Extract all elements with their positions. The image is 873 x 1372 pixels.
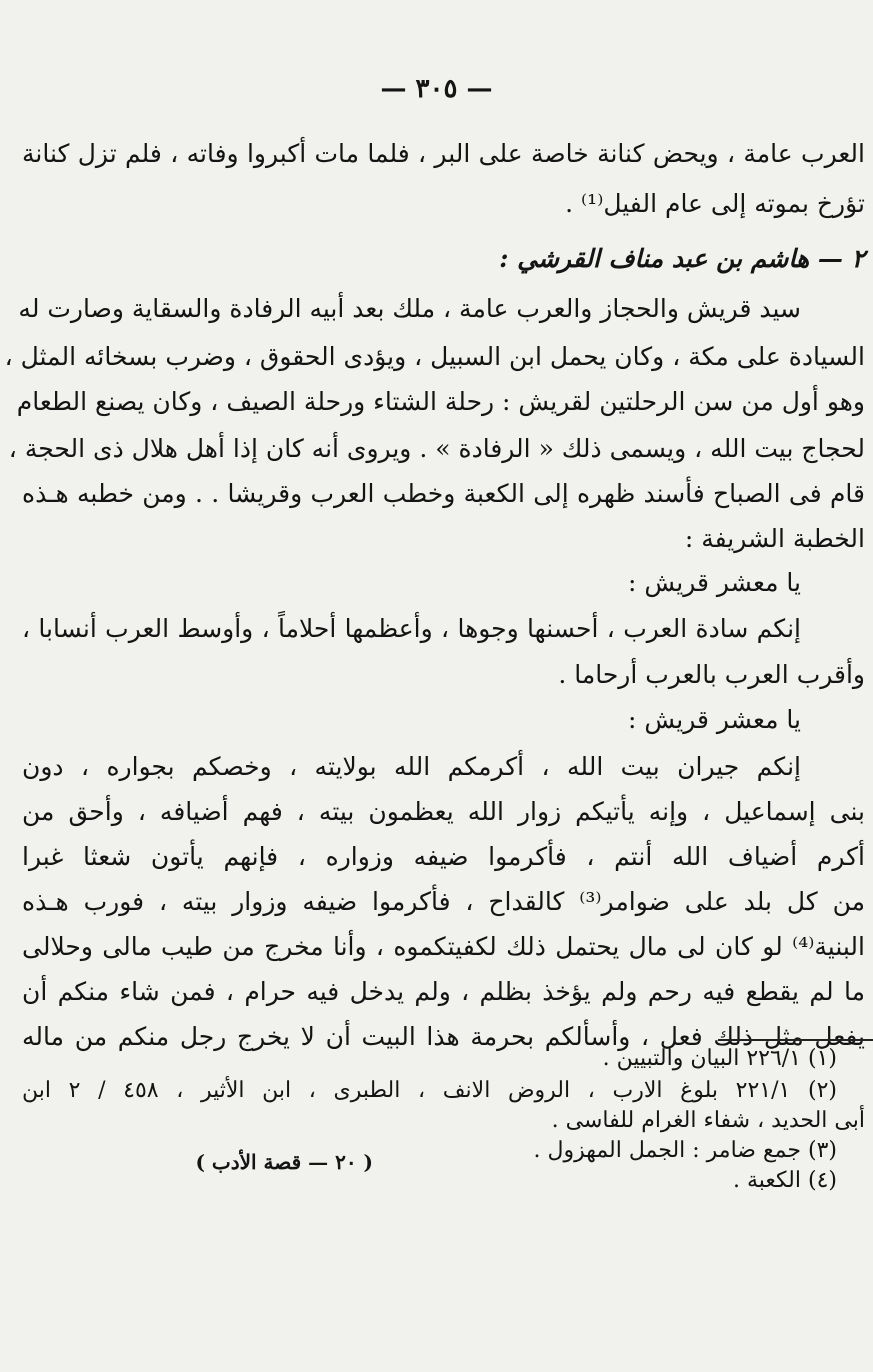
- text-line: يا معشر قريش :: [628, 568, 801, 597]
- text-line: يفعل مثل ذلك فعل ، وأسألكم بحرمة هذا البيت أن لا يخرج رجل منكم من ماله: [22, 1022, 865, 1051]
- text-line: إنكم سادة العرب ، أحسنها وجوها ، وأعظمها أحلاماً ، وأوسط العرب أنسابا ،: [22, 614, 801, 643]
- footnote: (٢) ٢٢١/١ بلوغ الارب ، الروض الانف ، الطبرى ، ابن الأثير ، ٤٥٨ / ٢ ابن: [22, 1078, 837, 1103]
- text-line: قام فى الصباح فأسند ظهره إلى الكعبة وخطب العرب وقريشا . . ومن خطبه هـذه: [22, 479, 865, 508]
- text-line: الخطبة الشريفة :: [684, 524, 865, 553]
- text-line: تؤرخ بموته إلى عام الفيل⁽¹⁾ .: [565, 189, 865, 218]
- footnote: (٣) جمع ضامر : الجمل المهزول .: [533, 1138, 837, 1163]
- text-line: العرب عامة ، ويحض كنانة خاصة على البر ، فلما مات أكبروا وفاته ، فلم تزل كنانة: [22, 139, 865, 168]
- page-signature: ( ٢٠ — قصة الأدب ): [195, 1150, 373, 1174]
- page-number: — ٣٠٥ —: [380, 74, 493, 104]
- footnote: (١) ٢٢٦/١ البيان والتبيين .: [602, 1046, 837, 1071]
- footnote-rule: [718, 1039, 873, 1041]
- text-line: وهو أول من سن الرحلتين لقريش : رحلة الشتاء ورحلة الصيف ، وكان يصنع الطعام: [16, 387, 865, 416]
- text-line: أكرم أضياف الله أنتم ، فأكرموا ضيفه وزواره ، فإنهم يأتون شعثا غبرا: [22, 842, 865, 871]
- text-line: بنى إسماعيل ، وإنه يأتيكم زوار الله يعظمون بيته ، فهم أضيافه ، وأحق من: [22, 797, 865, 826]
- text-line: إنكم جيران بيت الله ، أكرمكم الله بولايته ، وخصكم بجواره ، دون: [22, 752, 801, 781]
- section-heading: ٢ — هاشم بن عبد مناف القرشي :: [499, 244, 865, 273]
- text-line: لحجاج بيت الله ، ويسمى ذلك « الرفادة » . ويروى أنه كان إذا أهل هلال ذى الحجة ،: [8, 434, 865, 463]
- text-line: من كل بلد على ضوامر⁽³⁾ كالقداح ، فأكرموا ضيفه وزوار بيته ، فورب هـذه: [22, 887, 865, 916]
- text-line: يا معشر قريش :: [628, 705, 801, 734]
- footnote: (٤) الكعبة .: [733, 1168, 837, 1193]
- text-line: السيادة على مكة ، وكان يحمل ابن السبيل ، ويؤدى الحقوق ، وضرب بسخائه المثل ،: [4, 342, 865, 371]
- text-line: ما لم يقطع فيه رحم ولم يؤخذ بظلم ، ولم يدخل فيه حرام ، فمن شاء منكم أن: [22, 977, 865, 1006]
- text-line: وأقرب العرب بالعرب أرحاما .: [558, 660, 865, 689]
- text-line: سيد قريش والحجاز والعرب عامة ، ملك بعد أبيه الرفادة والسقاية وصارت له: [18, 294, 801, 323]
- footnote: أبى الحديد ، شفاء الغرام للفاسى .: [551, 1108, 865, 1133]
- text-line: البنية⁽⁴⁾ لو كان لى مال يحتمل ذلك لكفيتكموه ، وأنا مخرج من طيب مالى وحلالى: [22, 932, 865, 961]
